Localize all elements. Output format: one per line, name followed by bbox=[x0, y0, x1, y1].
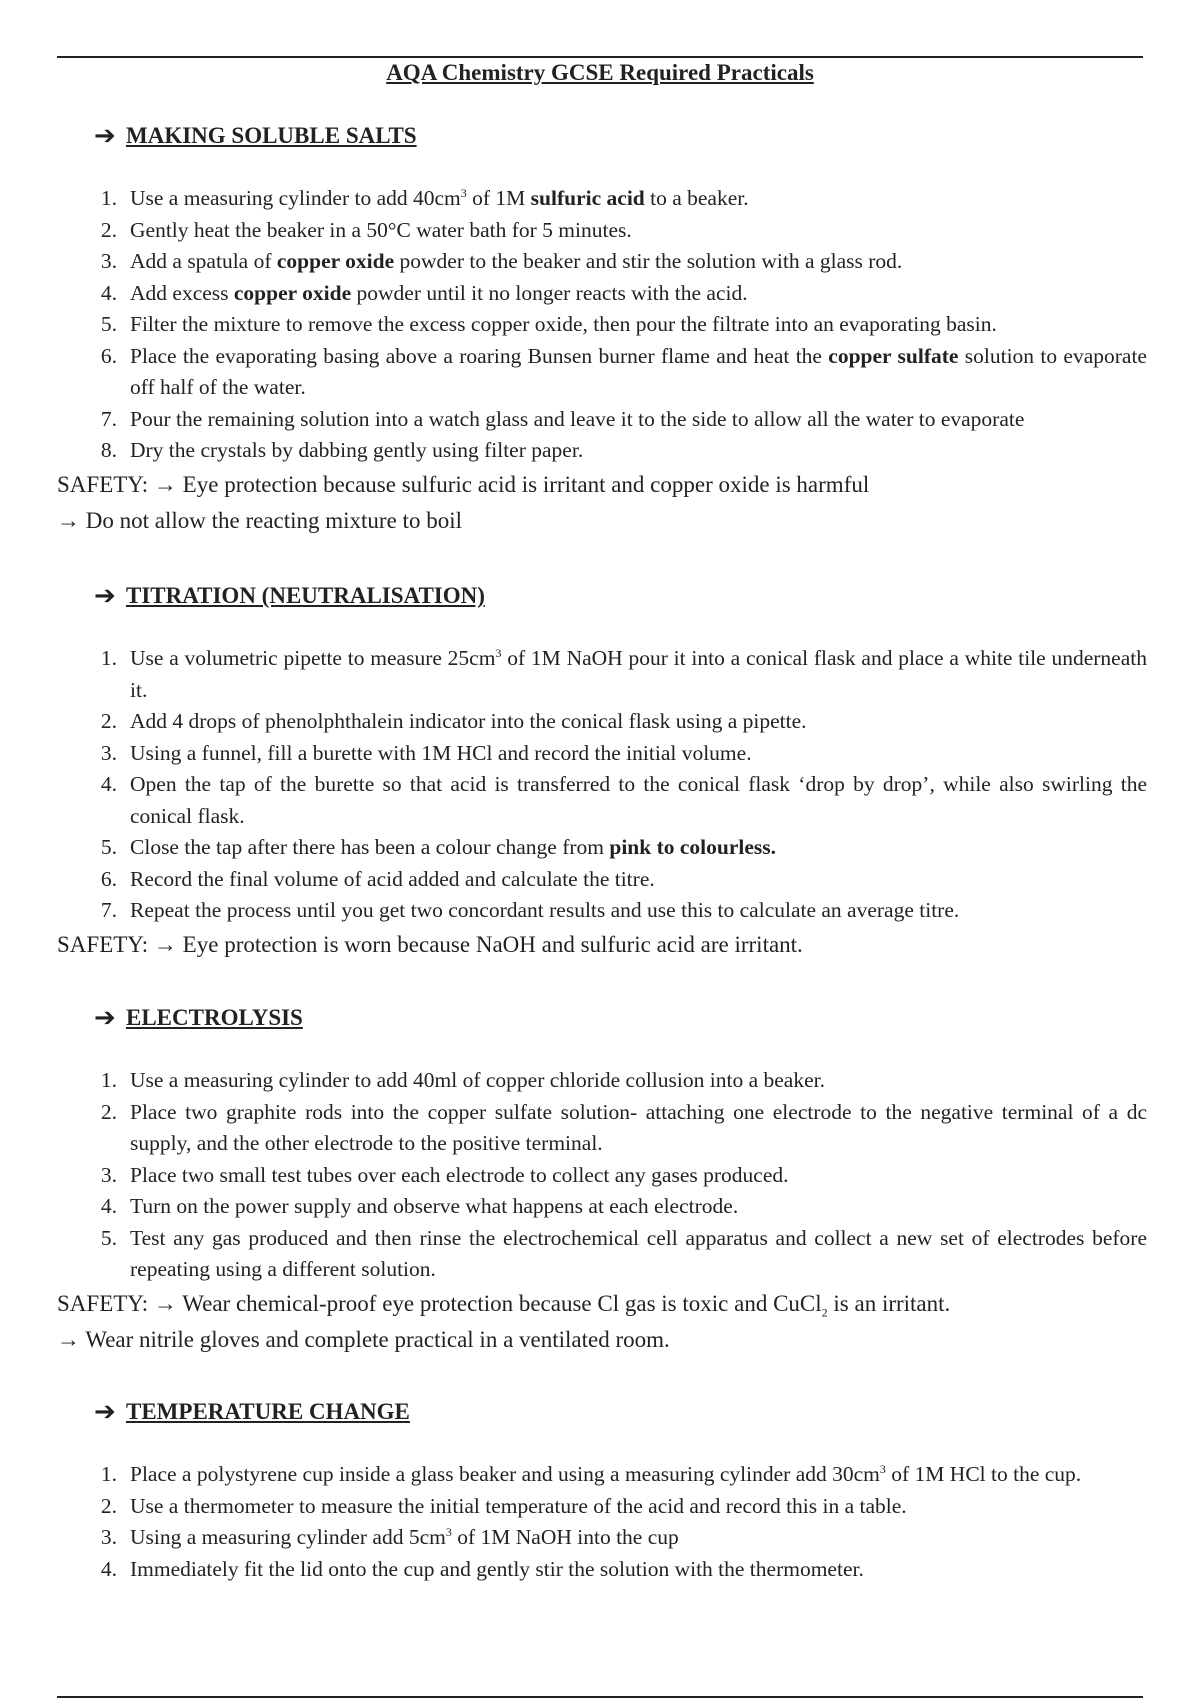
list-item: 3. Using a funnel, fill a burette with 1M HCl and record the initial volume. bbox=[100, 740, 752, 765]
steps-list bbox=[57, 183, 1147, 467]
arrow-icon: ➔ bbox=[94, 1397, 116, 1427]
section-electrolysis bbox=[57, 1002, 1147, 1358]
list-item: 6. Record the final volume of acid added and calculate the titre. bbox=[100, 866, 655, 891]
safety-note: SAFETY: → Eye protection because sulfuric acid is irritant and copper oxide is harmful bbox=[57, 471, 870, 497]
list-item: 2. Place two graphite rods into the copper sulfate solution- attaching one electrode to the negative terminal of a dc supply, and the other electrode to the positive terminal. bbox=[100, 1099, 1147, 1155]
list-item: 1. Use a measuring cylinder to add 40ml of copper chloride collusion into a beaker. bbox=[100, 1068, 825, 1092]
section-making-soluble-salts bbox=[57, 120, 1147, 539]
list-item: 4. Turn on the power supply and observe what happens at each electrode. bbox=[100, 1194, 739, 1218]
list-item: 7. Repeat the process until you get two concordant results and use this to calculate an average titre. bbox=[100, 898, 960, 922]
safety-note: → Do not allow the reacting mixture to boil bbox=[57, 507, 462, 533]
section-heading bbox=[94, 1396, 1147, 1428]
list-item: 8. Dry the crystals by dabbing gently using filter paper. bbox=[100, 438, 584, 462]
section-titration bbox=[57, 580, 1147, 963]
list-item: 4. Open the tap of the burette so that acid is transferred to the conical flask ‘drop by drop’, while also swirling the conical flask. bbox=[100, 772, 1147, 828]
safety-note: SAFETY: → Wear chemical-proof eye protection because Cl gas is toxic and CuCl$_2$ is an irritant. bbox=[57, 1290, 951, 1320]
arrow-icon: ➔ bbox=[94, 1003, 116, 1033]
list-item: 3. Place two small test tubes over each electrode to collect any gases produced. bbox=[100, 1162, 789, 1187]
list-item: 6. Place the evaporating basing above a roaring Bunsen burner flame and heat the copper sulfate solution to evaporate off half of the water. bbox=[100, 343, 1147, 399]
list-item: 7. Pour the remaining solution into a watch glass and leave it to the side to allow all the water to evaporate bbox=[100, 406, 1025, 431]
heading-text: ELECTROLYSIS bbox=[126, 1005, 303, 1030]
list-item: 5. Test any gas produced and then rinse the electrochemical cell apparatus and collect a new set of electrodes before repeating using a different solution. bbox=[100, 1225, 1147, 1281]
document-title: AQA Chemistry GCSE Required Practicals bbox=[386, 60, 814, 85]
list-item: 3. Using a measuring cylinder add $5cm^3$ of 1M NaOH into the cup bbox=[100, 1524, 679, 1549]
arrow-icon: ➔ bbox=[94, 121, 116, 151]
steps-list bbox=[57, 643, 1147, 927]
safety-note: SAFETY: → Eye protection is worn because NaOH and sulfuric acid are irritant. bbox=[57, 931, 803, 957]
list-item: 3. Add a spatula of copper oxide powder to the beaker and stir the solution with a glass rod. bbox=[100, 249, 903, 273]
list-item: 5. Close the tap after there has been a colour change from pink to colourless. bbox=[100, 835, 777, 859]
list-item: 1. Place a polystyrene cup inside a glass beaker and using a measuring cylinder add $30cm^3$ of 1M HCl to the cup. bbox=[100, 1461, 1082, 1486]
heading-text: TITRATION (NEUTRALISATION) bbox=[126, 583, 485, 608]
section-heading bbox=[94, 120, 1147, 152]
heading-text: MAKING SOLUBLE SALTS bbox=[126, 123, 417, 148]
safety-note: → Wear nitrile gloves and complete practical in a ventilated room. bbox=[57, 1326, 670, 1352]
list-item: 2. Use a thermometer to measure the initial temperature of the acid and record this in a table. bbox=[100, 1493, 907, 1518]
section-temperature-change bbox=[57, 1396, 1147, 1585]
arrow-icon: ➔ bbox=[94, 581, 116, 611]
heading-text: TEMPERATURE CHANGE bbox=[126, 1399, 410, 1424]
list-item: 1. Use a measuring cylinder to add $40cm^3$ of 1M sulfuric acid to a beaker. bbox=[100, 185, 749, 210]
steps-list bbox=[57, 1459, 1147, 1585]
list-item: 2. Gently heat the beaker in a 50°C water bath for 5 minutes. bbox=[100, 217, 632, 242]
bottom-rule bbox=[57, 1696, 1143, 1698]
list-item: 5. Filter the mixture to remove the excess copper oxide, then pour the filtrate into an evaporating basin. bbox=[100, 312, 997, 336]
list-item: 2. Add 4 drops of phenolphthalein indicator into the conical flask using a pipette. bbox=[100, 709, 807, 733]
steps-list bbox=[57, 1065, 1147, 1286]
section-heading bbox=[94, 580, 1147, 612]
section-heading bbox=[94, 1002, 1147, 1034]
list-item: 4. Add excess copper oxide powder until it no longer reacts with the acid. bbox=[100, 280, 748, 305]
list-item: 1. Use a volumetric pipette to measure $25cm^3$ of 1M NaOH pour it into a conical flask and place a white tile underneath it. bbox=[100, 645, 1147, 702]
list-item: 4. Immediately fit the lid onto the cup and gently stir the solution with the thermometer. bbox=[100, 1556, 864, 1581]
